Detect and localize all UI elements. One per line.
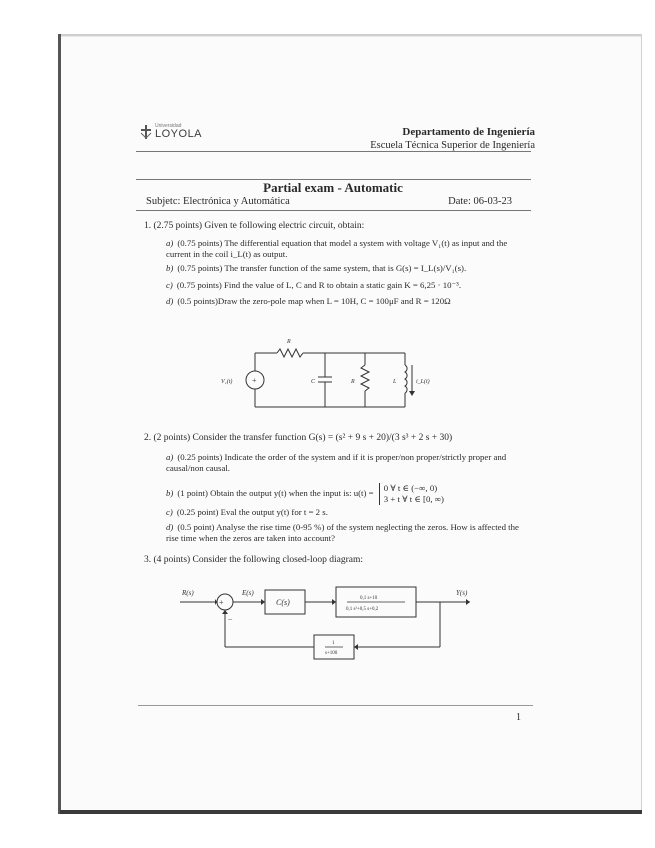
exam-title-box xyxy=(138,180,528,210)
diagram-label-error: E(s) xyxy=(242,589,254,597)
question-1a-label: a) xyxy=(166,238,174,248)
question-2b-text: (1 point) Obtain the output y(t) when the input is: u(t) = xyxy=(177,488,374,499)
circuit-label-source: V₁(t) xyxy=(221,379,233,385)
question-2d xyxy=(166,522,531,544)
controller-label: C(s) xyxy=(276,598,290,607)
question-2d-label: d) xyxy=(166,522,174,532)
university-logo xyxy=(140,124,202,140)
page-number: 1 xyxy=(516,712,521,723)
question-1c-label: c) xyxy=(166,280,173,290)
question-2c xyxy=(166,507,531,518)
question-1d xyxy=(166,296,531,307)
question-3-intro: 3. (4 points) Consider the following closed-loop diagram: xyxy=(144,555,363,565)
scan-margin xyxy=(0,0,60,848)
sum-plus-sign: + xyxy=(219,598,224,607)
current-arrowhead-icon xyxy=(409,391,415,396)
resistor-top-icon xyxy=(277,349,303,357)
logo-university-label: Universidad xyxy=(155,123,182,129)
question-2a-label: a) xyxy=(166,452,174,462)
circuit-label-cap: C xyxy=(311,379,316,385)
arrow-into-plant-icon xyxy=(332,599,336,605)
question-2-intro: 2. (2 points) Consider the transfer function G(s) = (s² + 9 s + 20)/(3 s³ + 2 s + 30) xyxy=(144,433,453,443)
plant-denominator: 0,1 s²+0,5 s+0,2 xyxy=(346,607,379,612)
inductor-icon xyxy=(405,365,407,393)
circuit-label-current: i_L(t) xyxy=(416,379,430,385)
question-1b-label: b) xyxy=(166,263,174,273)
question-1b-text: (0.75 points) The transfer function of the same system, that is G(s) = I_L(s)/V₁(s). xyxy=(177,263,467,273)
question-1-intro: 1. (2.75 points) Given te following electric circuit, obtain: xyxy=(144,221,365,231)
exam-subject: Subjetc: Electrónica y Automática xyxy=(146,196,290,207)
question-1a xyxy=(166,238,531,260)
logo-emblem-icon xyxy=(140,125,152,139)
rlc-circuit-diagram xyxy=(215,335,445,415)
arrow-output-icon xyxy=(466,599,470,605)
diagram-label-input: R(s) xyxy=(182,589,194,597)
logo-name: LOYOLA xyxy=(155,128,203,140)
question-2a xyxy=(166,452,531,474)
question-2b-label: b) xyxy=(166,488,174,499)
school-name: Escuela Técnica Superior de Ingeniería xyxy=(370,140,535,151)
arrow-into-feedback-icon xyxy=(354,644,358,650)
sum-minus-sign: − xyxy=(228,615,233,624)
circuit-label-r-top: R xyxy=(287,339,291,345)
question-1c xyxy=(166,280,531,291)
question-1b xyxy=(166,263,531,274)
question-2b-case-1: 0 ∀ t ∈ (−∞, 0) xyxy=(383,483,438,493)
scan-edge-bottom xyxy=(60,810,642,814)
question-2b xyxy=(166,483,531,505)
question-2b-cases xyxy=(379,483,444,505)
plant-numerator: 0,1 s+10 xyxy=(360,596,378,601)
feedback-numerator: 1 xyxy=(332,641,335,646)
circuit-label-ind: L xyxy=(393,379,397,385)
diagram-label-output: Y(s) xyxy=(456,589,468,597)
department-block xyxy=(370,126,535,152)
exam-title: Partial exam - Automatic xyxy=(263,180,403,195)
feedback-denominator: s+100 xyxy=(325,651,338,656)
question-2a-text: (0.25 points) Indicate the order of the system and if it is proper/non proper/strictly proper and causal/non causal. xyxy=(166,452,507,473)
closed-loop-block-diagram xyxy=(170,580,490,665)
question-1a-text: (0.75 points) The differential equation that model a system with voltage V₁(t) as input and the current in the coil i_L(t) as output. xyxy=(166,238,508,259)
scan-edge-left xyxy=(58,34,61,814)
resistor-mid-icon xyxy=(361,365,369,391)
department-name: Departamento de Ingeniería xyxy=(402,126,535,138)
exam-date: Date: 06-03-23 xyxy=(448,196,512,207)
circuit-label-r-mid: R xyxy=(351,379,355,385)
title-rule-bottom xyxy=(136,210,531,211)
footer-divider xyxy=(138,705,533,706)
question-2d-text: (0.5 point) Analyse the rise time (0-95 %) of the system neglecting the zeros. How is affected the rise time when the zeros are taken into account? xyxy=(166,522,519,543)
question-1c-text: (0.75 points) Find the value of L, C and R to obtain a static gain K = 6,25 · 10⁻³. xyxy=(176,280,462,290)
scan-edge-right xyxy=(641,34,642,814)
source-sign: + xyxy=(252,376,257,385)
arrow-into-controller-icon xyxy=(261,599,265,605)
question-2c-text: (0.25 point) Eval the output y(t) for t = 2 s. xyxy=(176,507,328,517)
arrow-into-sum-icon xyxy=(215,599,217,605)
question-2c-label: c) xyxy=(166,507,173,517)
question-1d-label: d) xyxy=(166,296,174,306)
question-2b-case-2: 3 + t ∀ t ∈ [0, ∞) xyxy=(383,494,444,504)
arrow-feedback-sum-icon xyxy=(222,610,228,614)
question-1d-text: (0.5 points)Draw the zero-pole map when L = 10H, C = 100μF and R = 120Ω xyxy=(177,296,451,306)
header-divider xyxy=(136,151,531,152)
exam-sheet xyxy=(60,36,642,812)
